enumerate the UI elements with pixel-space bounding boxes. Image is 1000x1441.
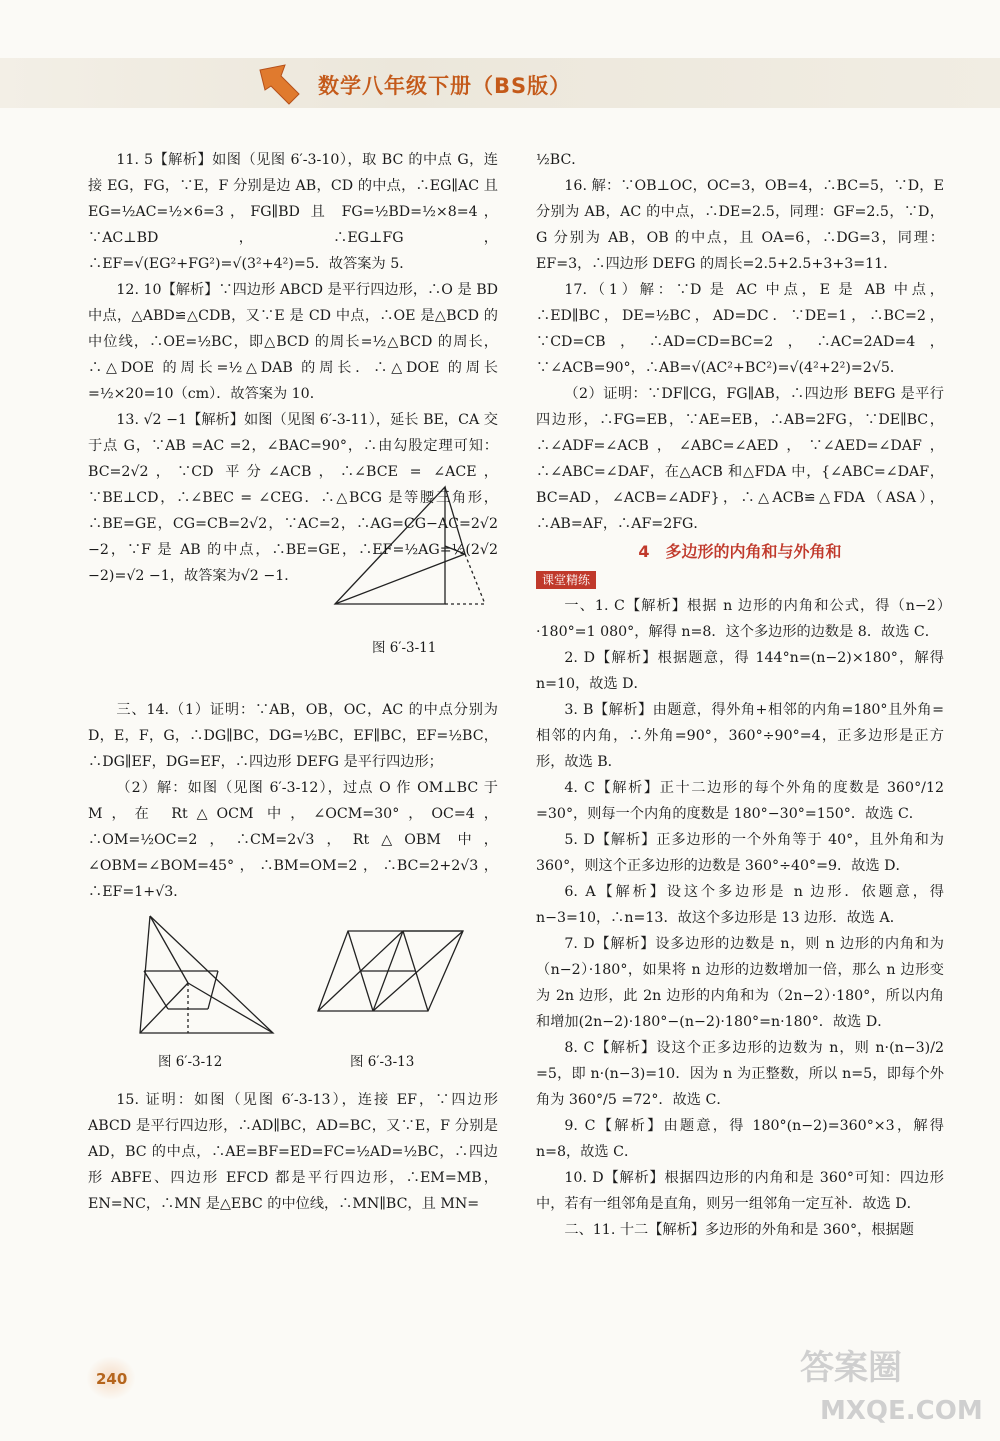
- answer-17-part1: 17.（1）解：∵D 是 AC 中点，E 是 AB 中点，∴ED∥BC，DE=½BC，AD=DC．∵DE=1，∴BC=2，∵CD=CB，∴AD=CD=BC=2，∴AC=2AD=4，∵∠ACB=90°，∴AB=√(AC²+BC²)=√(4²+2²)=2√5．: [536, 282, 944, 376]
- answer-q5: 5. D【解析】正多边形的一个外角等于 40°，且外角和为 360°，则这个正多边形的边数是 360°÷40°=9．故选 D．: [536, 832, 944, 874]
- figure-6-3-13-caption: 图 6′-3-13: [350, 1054, 415, 1070]
- page-header-title: 数学八年级下册（BS版）: [318, 74, 572, 98]
- answer-15-cont: ½BC．: [536, 152, 586, 168]
- answer-17-part2: （2）证明：∵DF∥CG，FG∥AB，∴四边形 BEFG 是平行四边形，∴FG=EB，∵AE=EB，∴AB=2FG，∵DE∥BC，∴∠ADF=∠ACB，∠ABC=∠AED，∵∠AED=∠DAF，∴∠ABC=∠DAF，在△ACB 和△FDA 中，{∠ABC=∠DAF，BC=AD，∠ACB=∠ADF}，∴△ACB≌△FDA（ASA），∴AB=AF，∴AF=2FG．: [536, 386, 944, 532]
- figure-6-3-13: [313, 926, 473, 1036]
- section-subtag: 课堂精练: [536, 571, 596, 589]
- right-column: [536, 147, 944, 1243]
- answer-14-part1: 三、14.（1）证明：∵AB，OB，OC，AC 的中点分别为 D，E，F，G，∴DG∥BC，DG=½BC，EF∥BC，EF=½BC，∴DG∥EF，DG=EF，∴四边形 DEFG 是平行四边形；: [88, 702, 498, 770]
- answer-q6: 6. A【解析】设这个多边形是 n 边形．依题意，得 n−3=10，∴n=13．故这个多边形是 13 边形．故选 A．: [536, 884, 944, 926]
- left-column: [88, 147, 498, 1217]
- answer-q8: 8. C【解析】设这个正多边形的边数为 n，则 n·(n−3)/2 =5，即 n·(n−3)=10．因为 n 为正整数，所以 n=5，即每个外角为 360°/5 =72°．故选 C．: [536, 1040, 944, 1108]
- figure-6-3-12: [128, 911, 288, 1046]
- answer-q9: 9. C【解析】由题意，得 180°(n−2)=360°×3，解得 n=8，故选 C．: [536, 1118, 944, 1160]
- figure-6-3-12-caption: 图 6′-3-12: [158, 1054, 223, 1070]
- answer-16: 16. 解：∵OB⊥OC，OC=3，OB=4，∴BC=5，∵D，E 分别为 AB，AC 的中点，∴DE=2.5，同理：GF=2.5，∵D，G 分别为 AB，OB 的中点，且 OA=6，∴DG=3，同理：EF=3，∴四边形 DEFG 的周长=2.5+2.5+3+3=11．: [536, 178, 944, 272]
- figure-6-3-11-caption: 图 6′-3-11: [372, 640, 437, 656]
- watermark-url: MXQE.COM: [820, 1396, 983, 1426]
- figures-row: [88, 911, 498, 1081]
- answer-13: 13. √2 −1【解析】如图（见图 6′-3-11），延长 BE，CA 交于点 G，∵AB =AC =2，∠BAC=90°，∴由勾股定理可知：BC=2√2，∵CD 平分∠ACB，∴∠BCE = ∠ACE，∵BE⊥CD，∴∠BEC = ∠CEG．∴△BCG 是等腰三角形，∴BE=GE，CG=CB=2√2，∵AC=2，∴AG=CG−AC=2√2 −2，∵F 是 AB 的中点，∴BE=GE，∴EF=½AG=½(2√2 −2)=√2 −1，故答案为√2 −1．: [88, 412, 498, 584]
- figure-6-3-11: [325, 482, 505, 622]
- answer-q10: 10. D【解析】根据四边形的内角和是 360°可知：四边形中，若有一组邻角是直角，则另一组邻角一定互补．故选 D．: [536, 1170, 944, 1212]
- answer-12: 12. 10【解析】∵四边形 ABCD 是平行四边形，∴O 是 BD 中点，△ABD≌△CDB，又∵E 是 CD 中点，∴OE 是△BCD 的中位线，∴OE=½BC，即△BCD 的周长=½△BCD 的周长，∴△DOE 的周长=½△DAB 的周长．∴△DOE 的周长=½×20=10（cm）．故答案为 10．: [88, 282, 498, 402]
- arrow-icon: [255, 60, 305, 110]
- page-number: 240: [96, 1370, 128, 1388]
- answer-q4: 4. C【解析】正十二边形的每个外角的度数是 360°/12 =30°，则每一个内角的度数是 180°−30°=150°．故选 C．: [536, 780, 944, 822]
- section-title: 4 多边形的内角和与外角和: [638, 542, 842, 561]
- answer-q11: 二、11. 十二【解析】多边形的外角和是 360°，根据题: [564, 1222, 914, 1238]
- watermark-logo: 答案圈: [800, 1348, 902, 1388]
- answer-q3: 3. B【解析】由题意，得外角+相邻的内角=180°且外角=相邻的内角，∴外角=90°，360°÷90°=4，正多边形是正方形，故选 B．: [536, 702, 944, 770]
- answer-15: 15. 证明：如图（见图 6′-3-13），连接 EF，∵四边形 ABCD 是平行四边形，∴AD∥BC，AD=BC，又∵E，F 分别是 AD，BC 的中点，∴AE=BF=ED=FC=½AD=½BC，∴四边形 ABFE、四边形 EFCD 都是平行四边形，∴EM=MB，EN=NC，∴MN 是△EBC 的中位线，∴MN∥BC，且 MN=: [88, 1092, 498, 1212]
- answer-14-part2: （2）解：如图（见图 6′-3-12），过点 O 作 OM⊥BC 于 M，在 Rt△OCM 中，∠OCM=30°，OC=4，∴OM=½OC=2，∴CM=2√3，Rt△OBM 中，∠OBM=∠BOM=45°，∴BM=OM=2，∴BC=2+2√3，∴EF=1+√3．: [88, 780, 498, 900]
- answer-q1: 一、1. C【解析】根据 n 边形的内角和公式，得（n−2）·180°=1 080°，解得 n=8．这个多边形的边数是 8．故选 C．: [536, 598, 944, 640]
- answer-q7: 7. D【解析】设多边形的边数是 n，则 n 边形的内角和为（n−2）·180°，如果将 n 边形的边数增加一倍，那么 n 边形变为 2n 边形，此 2n 边形的内角和为（2n−2）·180°，所以内角和增加(2n−2)·180°−(n−2)·180°=n·180°．故选 D．: [536, 936, 944, 1030]
- answer-q2: 2. D【解析】根据题意，得 144°n=(n−2)×180°，解得 n=10，故选 D．: [536, 650, 944, 692]
- answer-11: 11. 5【解析】如图（见图 6′-3-10），取 BC 的中点 G，连接 EG，FG，∵E，F 分别是边 AB，CD 的中点，∴EG∥AC 且 EG=½AC=½×6=3，FG∥BD 且 FG=½BD=½×8=4，∵AC⊥BD，∴EG⊥FG，∴EF=√(EG²+FG²)=√(3²+4²)=5．故答案为 5．: [88, 152, 498, 272]
